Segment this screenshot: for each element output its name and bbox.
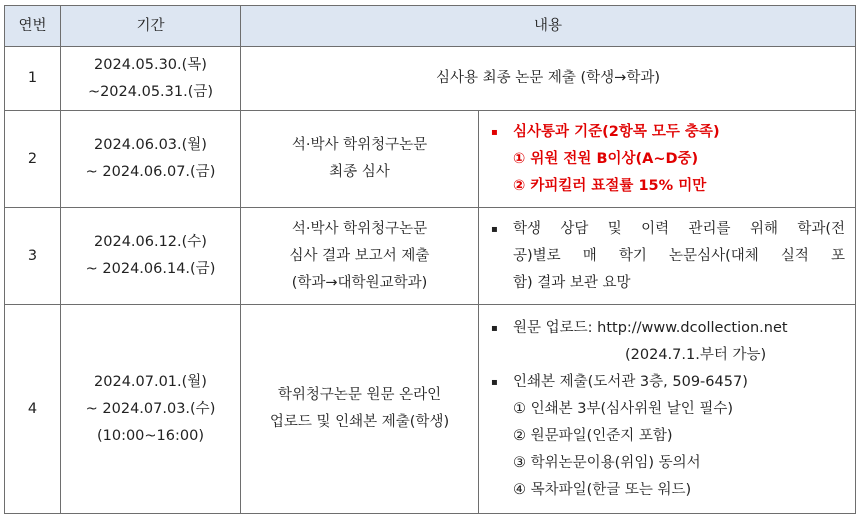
header-period: 기간 bbox=[61, 6, 241, 47]
category-line: 석·박사 학위청구논문 bbox=[291, 137, 428, 153]
row-date bbox=[61, 208, 241, 305]
bullet-icon: ▪ bbox=[491, 376, 498, 388]
row-date bbox=[61, 47, 241, 111]
bullet-icon: ▪ bbox=[491, 126, 498, 138]
row-category bbox=[241, 305, 479, 514]
detail-line: 학생 상담 및 이력 관리를 위해 학과(전 bbox=[513, 220, 846, 237]
row-number: 2 bbox=[5, 111, 61, 208]
print-item: ④ 목차파일(한글 또는 워드) bbox=[513, 481, 692, 498]
category-line: 최종 심사 bbox=[329, 164, 390, 180]
date-line: 2024.06.12.(수) bbox=[94, 234, 207, 250]
row-date bbox=[61, 111, 241, 208]
category-line: 학위청구논문 원문 온라인 bbox=[277, 387, 442, 403]
table-row bbox=[5, 111, 856, 208]
row-details bbox=[479, 111, 856, 208]
criteria-title bbox=[485, 119, 845, 146]
table-row bbox=[5, 305, 856, 514]
category-line: (학과→대학원교학과) bbox=[291, 274, 428, 291]
date-line: ~ 2024.06.14.(금) bbox=[85, 261, 216, 277]
row-date bbox=[61, 305, 241, 514]
date-line: 2024.07.01.(월) bbox=[94, 373, 207, 390]
criteria-title-text: 심사통과 기준(2항목 모두 충족) bbox=[513, 123, 720, 140]
date-line: 2024.05.30.(목) bbox=[94, 56, 207, 73]
category-line: 심사 결과 보고서 제출 bbox=[289, 247, 430, 264]
detail-line: 공)별로 매 학기 논문심사(대체 실적 포 bbox=[513, 247, 846, 264]
criteria-item: ① 위원 전원 B이상(A~D중) bbox=[513, 150, 699, 167]
row-details bbox=[479, 208, 856, 305]
print-bullet bbox=[485, 369, 845, 396]
upload-bullet bbox=[485, 315, 845, 342]
table-row bbox=[5, 47, 856, 111]
upload-text: 원문 업로드: http://www.dcollection.net bbox=[513, 319, 788, 336]
print-item: ③ 학위논문이용(위임) 동의서 bbox=[513, 454, 701, 471]
print-item: ① 인쇄본 3부(심사위원 날인 필수) bbox=[513, 400, 734, 417]
print-item: ② 원문파일(인준지 포함) bbox=[513, 427, 673, 444]
row-content: 심사용 최종 논문 제출 (학생→학과) bbox=[241, 47, 856, 111]
date-line: ~ 2024.07.03.(수) bbox=[85, 400, 216, 417]
row-category bbox=[241, 111, 479, 208]
row-number: 4 bbox=[5, 305, 61, 514]
header-content: 내용 bbox=[241, 6, 856, 47]
bullet-icon: ▪ bbox=[491, 322, 498, 334]
print-text: 인쇄본 제출(도서관 3층, 509-6457) bbox=[513, 373, 748, 390]
detail-bullet bbox=[485, 216, 845, 297]
criteria-item: ② 카피킬러 표절률 15% 미만 bbox=[513, 177, 707, 194]
table-header-row bbox=[5, 6, 856, 47]
row-number: 3 bbox=[5, 208, 61, 305]
category-line: 업로드 및 인쇄본 제출(학생) bbox=[269, 414, 450, 430]
header-no: 연번 bbox=[5, 6, 61, 47]
row-details bbox=[479, 305, 856, 514]
upload-note: (2024.7.1.부터 가능) bbox=[625, 346, 767, 363]
date-line: ~2024.05.31.(금) bbox=[87, 83, 214, 100]
category-line: 석·박사 학위청구논문 bbox=[291, 220, 428, 237]
bullet-icon: ▪ bbox=[491, 223, 498, 235]
row-number: 1 bbox=[5, 47, 61, 111]
row-category bbox=[241, 208, 479, 305]
detail-line: 함) 결과 보관 요망 bbox=[513, 274, 631, 291]
table-row bbox=[5, 208, 856, 305]
schedule-table bbox=[4, 5, 856, 514]
date-line: (10:00~16:00) bbox=[96, 427, 205, 444]
date-line: ~ 2024.06.07.(금) bbox=[85, 164, 216, 180]
date-line: 2024.06.03.(월) bbox=[94, 137, 207, 153]
